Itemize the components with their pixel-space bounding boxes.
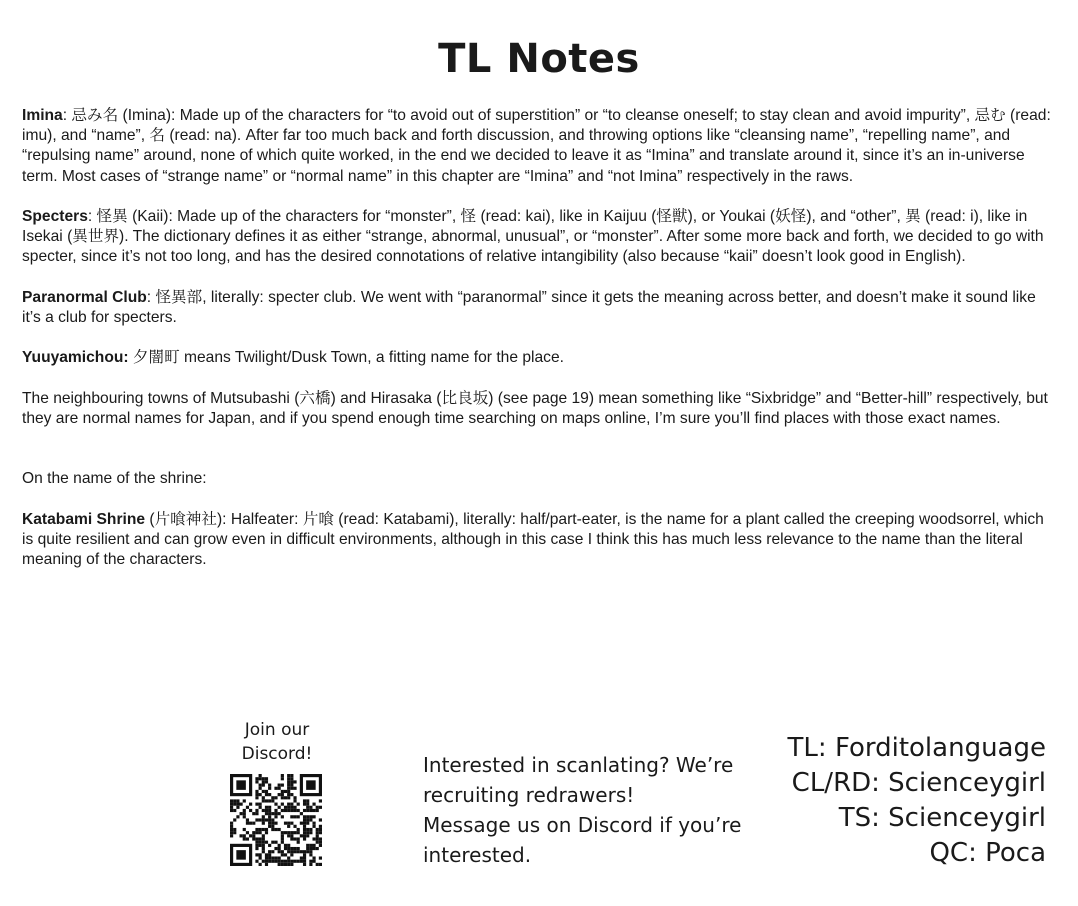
note-yuuyamichou [22,348,1058,368]
note-term: Paranormal Club [22,288,147,306]
note-text: : 怪異 (Kaii): Made up of the characters for “monster”, 怪 (read: kai), like in Kaijuu (怪獣), or Youkai (妖怪), and “other”, 異 (read: i), like in Isekai (異世界). The dictionary defines it as either “strange, abnormal, unusual”, or “monster”. After some more back and forth, we decided to go with specter, since it’s not too long, and has the desired connotations of relative intangibility (also because “kaii” doesn’t look good in English). [22,208,1044,266]
note-term: Katabami Shrine [22,510,146,528]
note-towns: The neighbouring towns of Mutsubashi (六橋) and Hirasaka (比良坂) (see page 19) mean something like “Sixbridge” and “Better-hill” respectively, but they are normal names for Japan, and if you spend enough time searching on maps online, I’m sure you’ll find places with those exact names. [22,389,1048,427]
note-text: 夕闇町 means Twilight/Dusk Town, a fitting name for the place. [128,349,564,367]
note-katabami-shrine [22,510,1058,571]
shrine-intro: On the name of the shrine: [22,470,207,488]
recruitment-message [423,750,783,870]
recruitment-line: interested. [423,843,532,867]
note-imina [22,106,1058,187]
note-text: (片喰神社): Halfeater: 片喰 (read: Katabami), literally: half/part-eater, is the name for a plant called the creeping woodsorrel, which is quite resilient and can grow even in difficult environments, although in this case I think this has much less relevance to the name than the literal meaning of the characters. [22,510,1044,568]
discord-invite-line: Join our [244,720,310,740]
note-term: Imina [22,107,63,124]
note-specters [22,207,1058,268]
page-title: TL Notes [438,36,640,82]
credit-cleaner-redrawer: CL/RD: Scienceygirl [791,768,1046,798]
note-term: Specters [22,208,88,225]
credit-typesetter: TS: Scienceygirl [838,803,1046,833]
tl-notes [22,106,1058,590]
recruitment-line: recruiting redrawers! [423,783,635,807]
discord-invite [222,718,332,766]
credit-quality-checker: QC: Poca [929,838,1046,868]
staff-credits [788,731,1046,871]
recruitment-line: Message us on Discord if you’re [423,813,742,837]
note-text: : 怪異部, literally: specter club. We went with “paranormal” since it gets the meaning across better, and doesn’t make it sound like it’s a club for specters. [22,288,1036,326]
discord-invite-line: Discord! [241,744,313,764]
note-paranormal-club [22,288,1058,328]
recruitment-line: Interested in scanlating? We’re [423,753,734,777]
note-term: Yuuyamichou: [22,349,129,367]
discord-qr-code[interactable] [230,774,322,866]
credit-translator: TL: Forditolanguage [787,733,1046,763]
note-text: : 忌み名 (Imina): Made up of the characters for “to avoid out of superstition” or “to cleanse oneself; to stay clean and avoid impurity”, 忌む (read: imu), and “name”, 名 (read: na). After far too much back and forth discussion, and throwing options like “cleansing name”, “repelling name”, and “repulsing name” around, none of which quite worked, in the end we decided to leave it as “Imina” and translate around it, since it’s an in-universe term. Most cases of “strange name” or “normal name” in this chapter are “Imina” and “not Imina” respectively in the raws. [22,107,1051,185]
